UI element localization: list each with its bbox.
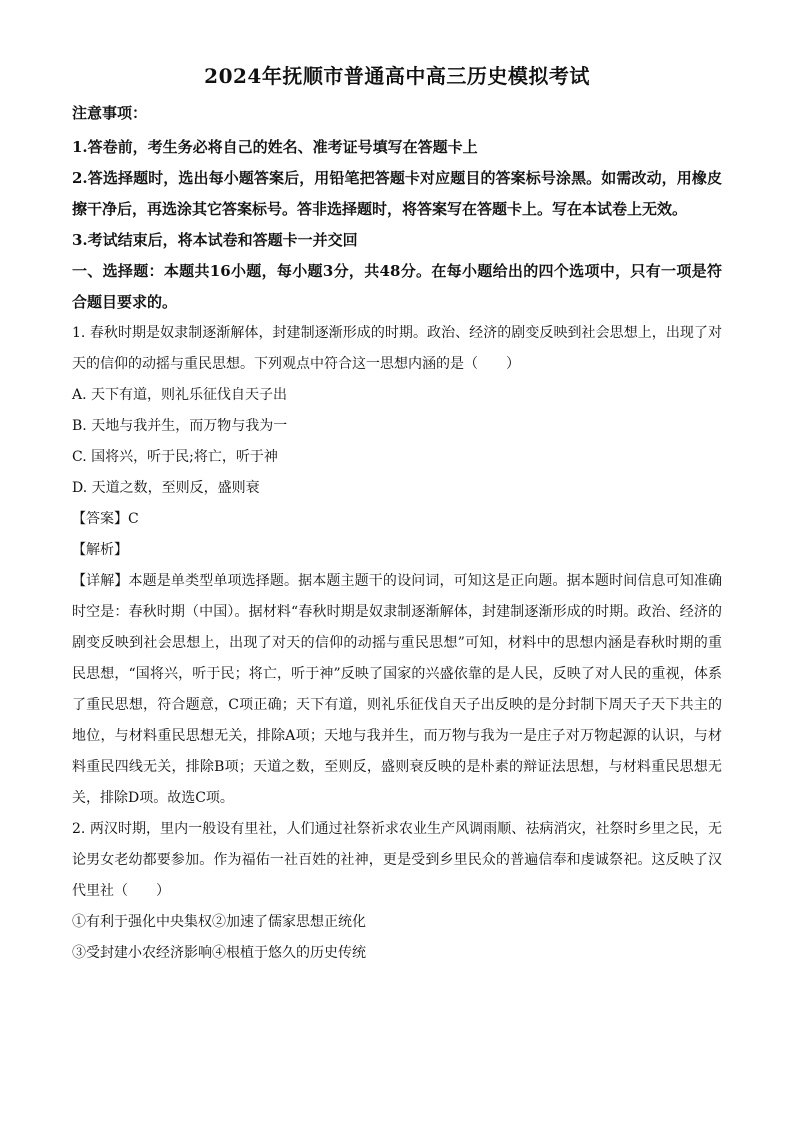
choice-line-1: ①有利于强化中央集权②加速了儒家思想正统化 <box>72 914 366 930</box>
exam-page <box>72 62 722 969</box>
notice-item-2: 2.答选择题时，选出每小题答案后，用铅笔把答题卡对应题目的答案标号涂黑。如需改动，用橡皮擦干净后，再选涂其它答案标号。答非选择题时，将答案写在答题卡上。写在本试卷上无效。 <box>72 169 722 218</box>
option-c: C. 国将兴，听于民;将亡，听于神 <box>72 449 278 465</box>
choice-line-2: ③受封建小农经济影响④根植于悠久的历史传统 <box>72 945 366 961</box>
option-d: D. 天道之数，至则反，盛则衰 <box>72 480 260 496</box>
question-stem: 1. 春秋时期是奴隶制逐渐解体，封建制逐渐形成的时期。政治、经济的剧变反映到社会思想上，出现了对天的信仰的动摇与重民思想。下列观点中符合这一思想内涵的是（ ） <box>72 325 722 372</box>
notice-item-3: 3.考试结束后，将本试卷和答题卡一并交回 <box>72 231 358 249</box>
notice-item-1: 1.答卷前，考生务必将自己的姓名、准考证号填写在答题卡上 <box>72 138 478 156</box>
detailed-explanation: 【详解】本题是单类型单项选择题。据本题主题干的设问词，可知这是正向题。据本题时间信息可知准确时空是：春秋时期（中国）。据材料“春秋时期是奴隶制逐渐解体，封建制逐渐形成的时期。政治、经济的剧变反映到社会思想上，出现了对天的信仰的动摇与重民思想”可知，材料中的思想内涵是春秋时期的重民思想，“国将兴，听于民；将亡，听于神”反映了国家的兴盛依靠的是人民，反映了对人民的重视，体系了重民思想，符合题意，C项正确；天下有道，则礼乐征伐自天子出反映的是分封制下周天子天下共主的地位，与材料重民思想无关，排除A项；天地与我并生，而万物与我为一是庄子对万物起源的认识，与材料重民四线无关，排除B项；天道之数，至则反，盛则衰反映的是朴素的辩证法思想，与材料重民思想无关，排除D项。故选C项。 <box>72 573 722 806</box>
option-a: A. 天下有道，则礼乐征伐自天子出 <box>72 387 288 403</box>
exam-title: 2024年抚顺市普通高中高三历史模拟考试 <box>204 64 590 88</box>
analysis-label: 【解析】 <box>72 542 128 558</box>
answer-label: 【答案】C <box>72 511 139 527</box>
section-heading: 一、选择题：本题共16小题，每小题3分，共48分。在每小题给出的四个选项中，只有一项是符合题目要求的。 <box>72 262 722 311</box>
option-b: B. 天地与我并生，而万物与我为一 <box>72 418 288 434</box>
question-stem: 2. 两汉时期，里内一般设有里社，人们通过社祭祈求农业生产风调雨顺、祛病消灾，社祭时乡里之民，无论男女老幼都要参加。作为福佑一社百姓的社神，更是受到乡里民众的普遍信奉和虔诚祭祀。这反映了汉代里社（ ） <box>72 821 722 899</box>
notice-heading: 注意事项： <box>72 104 148 122</box>
question-2 <box>72 814 722 969</box>
question-1 <box>72 318 722 814</box>
